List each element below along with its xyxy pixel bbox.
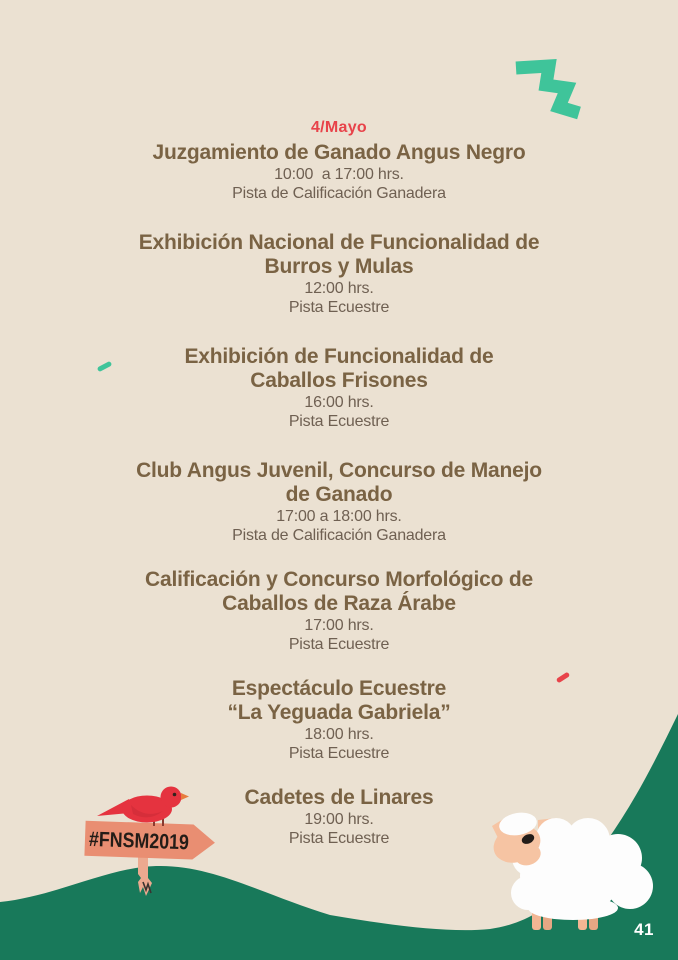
event-title: Exhibición Nacional de Funcionalidad de <box>138 231 540 254</box>
event-item <box>0 568 678 654</box>
event-title: Exhibición de Funcionalidad de <box>184 345 494 368</box>
event-title: Espectáculo Ecuestre <box>231 677 447 700</box>
event-title: Caballos Frisones <box>250 369 428 392</box>
event-time: 12:00 hrs. <box>304 280 374 297</box>
page-number: 41 <box>634 920 654 939</box>
event-title: de Ganado <box>285 483 393 506</box>
event-item <box>0 345 678 431</box>
event-time: 16:00 hrs. <box>304 394 374 411</box>
event-venue: Pista Ecuestre <box>288 413 390 430</box>
event-time: 18:00 hrs. <box>304 726 374 743</box>
event-venue: Pista de Calificación Ganadera <box>232 527 446 544</box>
hashtag-sign-text: #FNSM2019 <box>88 827 208 855</box>
event-time: 10:00 a 17:00 hrs. <box>274 166 404 183</box>
event-title: “La Yeguada Gabriela” <box>227 701 451 724</box>
event-title: Juzgamiento de Ganado Angus Negro <box>152 141 526 164</box>
bird-icon <box>97 787 189 827</box>
event-venue: Pista Ecuestre <box>288 299 390 316</box>
arrow-sign <box>84 821 215 861</box>
event-title: Burros y Mulas <box>264 255 414 278</box>
event-title: Caballos de Raza Árabe <box>222 592 456 615</box>
event-item <box>0 459 678 545</box>
event-item <box>0 231 678 317</box>
event-time: 17:00 a 18:00 hrs. <box>276 508 402 525</box>
event-title: Calificación y Concurso Morfológico de <box>145 568 533 591</box>
event-venue: Pista Ecuestre <box>288 636 390 653</box>
date-label: 4/Mayo <box>310 119 368 136</box>
event-title: Cadetes de Linares <box>244 786 434 809</box>
event-venue: Pista Ecuestre <box>288 745 390 762</box>
signpost-icon <box>75 782 225 912</box>
event-title: Club Angus Juvenil, Concurso de Manejo <box>136 459 542 482</box>
event-time: 19:00 hrs. <box>304 811 374 828</box>
event-venue: Pista de Calificación Ganadera <box>232 185 446 202</box>
event-venue: Pista Ecuestre <box>288 830 390 847</box>
event-item <box>0 141 678 203</box>
event-time: 17:00 hrs. <box>304 617 374 634</box>
